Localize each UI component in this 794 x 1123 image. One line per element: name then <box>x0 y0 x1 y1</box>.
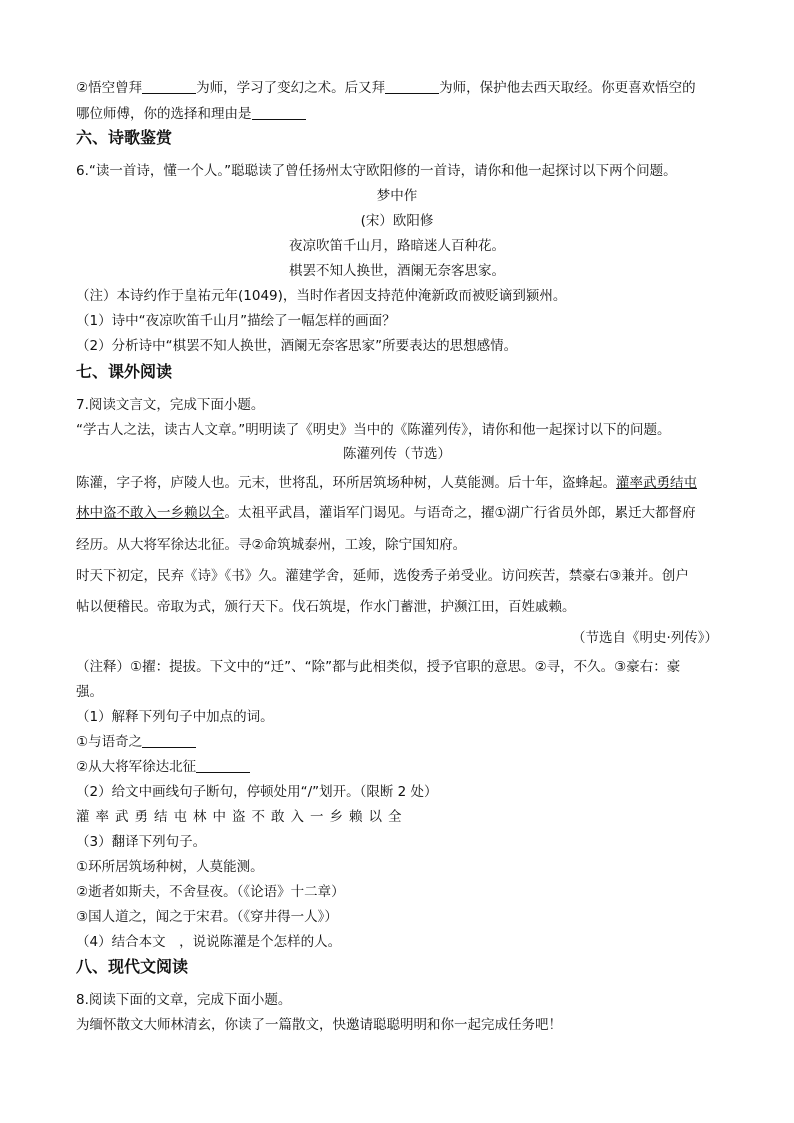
q7-sub-3-c: ③国人道之，闻之于宋君。（《穿井得一人》） <box>76 909 338 925</box>
q7-sub-2-text: 灌率武勇结屯林中盗不敢入一乡赖以全 <box>76 809 408 825</box>
poem-line-1: 夜凉吹笛千山月，路暗迷人百种花。 <box>289 238 505 254</box>
text-title: 陈灌列传（节选） <box>343 446 451 462</box>
answer-blank[interactable] <box>252 105 306 120</box>
q7-lead: “学古人之法，读古人文章。”明明读了《明史》当中的《陈灌列传》，请你和他一起探讨以下的问题。 <box>76 422 671 438</box>
q7-sub-3: （3）翻译下列句子。 <box>76 834 207 850</box>
passage-p1-line-3: 经历。从大将军徐达北征。寻②命筑城泰州，工竣，除宁国知府。 <box>76 537 467 553</box>
answer-blank[interactable] <box>196 758 250 773</box>
q7-sub-1: （1）解释下列句子中加点的词。 <box>76 709 274 725</box>
passage-p2-line-1: 时天下初定，民弃《诗》《书》久。灌建学舍，延师，选俊秀子弟受业。访问疾苦，禁豪右③兼并。创户 <box>76 568 689 584</box>
q7-sub-3-a: ①环所居筑场种树，人莫能测。 <box>76 859 264 875</box>
annotation-line-2: 强。 <box>76 684 103 700</box>
passage-p1-line-1: 陈灌，字子将，庐陵人也。元末，世将乱，环所居筑场种树，人莫能测。后十年，盗蜂起。灌率武勇结屯 <box>76 475 697 491</box>
answer-blank[interactable] <box>385 79 439 94</box>
section-heading-poetry: 六、诗歌鉴赏 <box>76 128 173 147</box>
underlined-sentence: 林中盗不敢入一乡赖以全 <box>76 505 225 521</box>
section-heading-reading: 七、课外阅读 <box>76 362 173 381</box>
answer-blank[interactable] <box>142 79 196 94</box>
q8-lead: 为缅怀散文大师林清玄，你读了一篇散文，快邀请聪聪明明和你一起完成任务吧！ <box>76 1017 562 1033</box>
q7-sub-3-b: ②逝者如斯夫，不舍昼夜。（《论语》十二章） <box>76 884 345 900</box>
passage-source: （节选自《明史·列传》） <box>571 630 718 646</box>
poem-note: （注）本诗约作于皇祐元年(1049)，当时作者因支持范仲淹新政而被贬谪到颍州。 <box>76 288 567 304</box>
underlined-sentence: 灌率武勇结屯 <box>616 475 697 491</box>
passage-p2-line-2: 帖以便稽民。帝取为式，颁行天下。伐石筑堤，作水门蓄泄，护濒江田，百姓戚赖。 <box>76 599 576 615</box>
poem-title: 梦中作 <box>376 188 418 204</box>
q7-intro: 7.阅读文言文，完成下面小题。 <box>76 397 265 413</box>
q7-sub-1-b: ②从大将军徐达北征 <box>76 757 250 777</box>
q6-intro: 6.“读一首诗，懂一个人。”聪聪读了曾任扬州太守欧阳修的一首诗，请你和他一起探讨以下两个问题。 <box>76 163 677 179</box>
answer-blank[interactable] <box>142 733 196 748</box>
annotation-line-1: （注释）①擢：提拔。下文中的“迁”、“除”都与此相类似，授予官职的意思。②寻，不久。③豪右：豪 <box>76 659 681 675</box>
q7-sub-1-a: ①与语奇之 <box>76 732 196 752</box>
section-heading-modern: 八、现代文阅读 <box>76 957 189 976</box>
poem-line-2: 棋罢不知人换世，酒阑无奈客思家。 <box>289 263 505 279</box>
q6-sub-1: （1）诗中“夜凉吹笛千山月”描绘了一幅怎样的画面？ <box>76 313 396 329</box>
passage-p1-line-2: 林中盗不敢入一乡赖以全。太祖平武昌，灌诣军门谒见。与语奇之，擢①湖广行省员外郎，累迁大都督府 <box>76 505 696 521</box>
q5-line-1: ②悟空曾拜 为师，学习了变幻之术。后又拜 为师，保护他去西天取经。你更喜欢悟空的 <box>76 80 696 96</box>
q5-line-2: 哪位师傅，你的选择和理由是 <box>76 104 306 124</box>
q7-sub-4: （4）结合本文 ，说说陈灌是个怎样的人。 <box>76 934 342 950</box>
q7-sub-2: （2）给文中画线句子断句，停顿处用“/”划开。（限断 2 处） <box>76 784 438 800</box>
q6-sub-2: （2）分析诗中“棋罢不知人换世，酒阑无奈客思家”所要表达的思想感情。 <box>76 338 518 354</box>
q8-intro: 8.阅读下面的文章，完成下面小题。 <box>76 992 292 1008</box>
poem-author: (宋）欧阳修 <box>360 213 434 229</box>
